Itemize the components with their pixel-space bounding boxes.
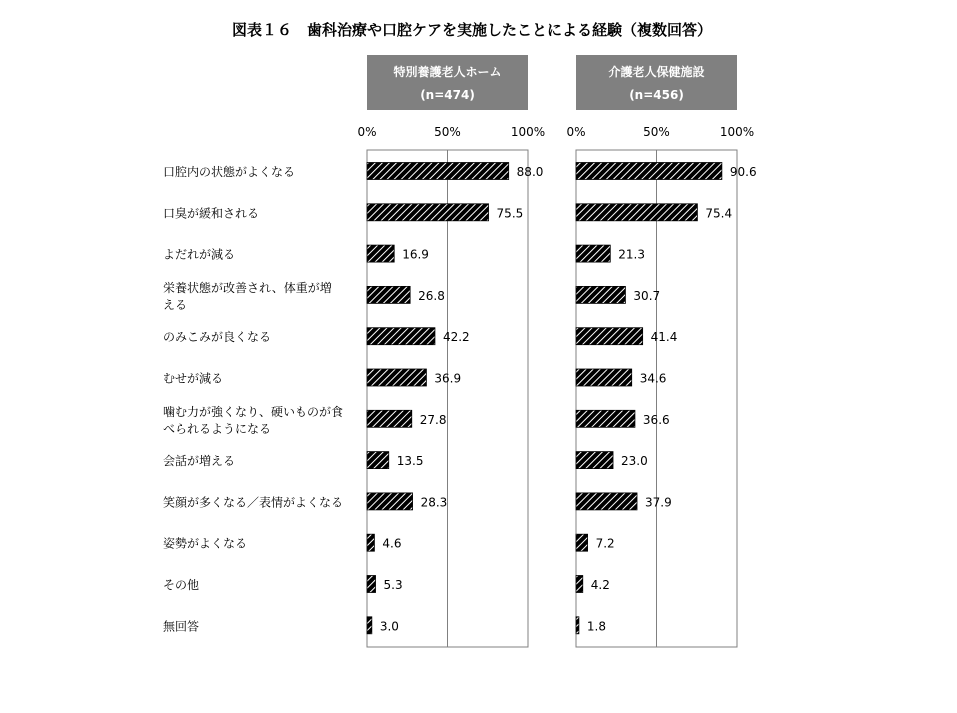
category-label-line: 噛む力が強くなり、硬いものが食 <box>163 404 344 419</box>
bar <box>576 493 637 510</box>
bar-value-label: 28.3 <box>420 495 448 510</box>
category-label-line: 会話が増える <box>163 454 236 469</box>
bar <box>576 163 722 180</box>
category-label-line: 栄養状態が改善され、体重が増 <box>163 280 332 295</box>
bar <box>576 328 643 345</box>
x-tick-label: 50% <box>643 125 670 139</box>
category-label-line: える <box>163 297 188 312</box>
bar <box>576 286 625 303</box>
category-label <box>163 247 235 262</box>
category-label <box>163 164 295 179</box>
bar <box>367 493 413 510</box>
panel-header-name: 特別養護老人ホーム <box>393 65 502 79</box>
bar <box>367 204 489 221</box>
bar <box>576 534 588 551</box>
bar <box>367 245 394 262</box>
bar <box>367 534 374 551</box>
panel-2 <box>566 55 756 647</box>
category-label <box>163 577 199 592</box>
panel-header-n: (n=474) <box>420 88 475 102</box>
panel-header-n: (n=456) <box>629 88 684 102</box>
category-label-line: 口腔内の状態がよくなる <box>163 165 296 179</box>
bar <box>576 245 610 262</box>
x-tick-label: 50% <box>434 125 461 139</box>
category-label-line: 無回答 <box>163 619 200 634</box>
category-label-line: 笑顔が多くなる／表情がよくなる <box>163 495 344 510</box>
category-label-line: よだれが減る <box>163 247 236 262</box>
category-label-line: 口臭が緩和される <box>163 206 260 221</box>
bar-value-label: 21.3 <box>618 247 646 262</box>
bar-value-label: 36.6 <box>642 412 670 427</box>
category-label <box>163 371 223 386</box>
bar-value-label: 5.3 <box>383 578 403 592</box>
bar-value-label: 88.0 <box>516 165 544 179</box>
category-label <box>163 536 247 551</box>
bar <box>367 576 376 593</box>
bar-value-label: 37.9 <box>645 495 672 510</box>
bar <box>576 204 697 221</box>
category-label-line: のみこみが良くなる <box>163 330 272 345</box>
bar-value-label: 90.6 <box>729 165 757 179</box>
bar-value-label: 41.4 <box>650 330 678 345</box>
bar <box>367 286 410 303</box>
bar <box>576 369 632 386</box>
category-label <box>163 205 259 220</box>
category-label <box>163 494 343 509</box>
bar-value-label: 75.4 <box>705 206 733 221</box>
bar-value-label: 27.8 <box>419 412 447 427</box>
x-tick-label: 100% <box>510 125 546 139</box>
bar-value-label: 1.8 <box>586 619 606 634</box>
x-tick-label: 0% <box>357 125 377 139</box>
category-label <box>163 404 343 436</box>
panel-header-name: 介護老人保健施設 <box>608 65 705 79</box>
bar-value-label: 75.5 <box>496 206 524 221</box>
category-label-line: むせが減る <box>163 371 224 386</box>
bar <box>367 410 412 427</box>
bar <box>367 452 389 469</box>
bar-value-label: 26.8 <box>418 288 445 303</box>
bar-value-label: 36.9 <box>434 371 462 386</box>
bar-value-label: 7.2 <box>595 536 615 551</box>
bar <box>367 328 435 345</box>
category-label-line: 姿勢がよくなる <box>163 536 248 551</box>
bar <box>367 369 426 386</box>
category-label-line: べられるようになる <box>163 421 272 436</box>
bar-value-label: 30.7 <box>633 288 661 303</box>
bar-value-label: 16.9 <box>402 247 429 262</box>
category-label <box>163 619 199 633</box>
x-tick-label: 0% <box>566 125 586 139</box>
bar-value-label: 4.6 <box>382 536 402 551</box>
bar <box>576 410 635 427</box>
chart-title: 図表１６ 歯科治療や口腔ケアを実施したことによる経験（複数回答） <box>231 21 713 39</box>
category-label <box>163 330 271 344</box>
x-tick-label: 100% <box>719 125 755 139</box>
bar-value-label: 34.6 <box>639 371 667 386</box>
category-label <box>163 454 235 468</box>
bar-value-label: 3.0 <box>379 619 399 634</box>
bar <box>576 617 579 634</box>
category-label-line: その他 <box>163 578 200 592</box>
bar-value-label: 42.2 <box>442 330 470 345</box>
bar-value-label: 23.0 <box>621 454 648 469</box>
bar <box>367 163 509 180</box>
panel-1 <box>357 55 545 647</box>
category-label <box>163 280 332 312</box>
bar <box>576 452 613 469</box>
bar <box>367 617 372 634</box>
bar-value-label: 13.5 <box>396 454 424 469</box>
bar <box>576 576 583 593</box>
bar-value-label: 4.2 <box>590 578 610 592</box>
